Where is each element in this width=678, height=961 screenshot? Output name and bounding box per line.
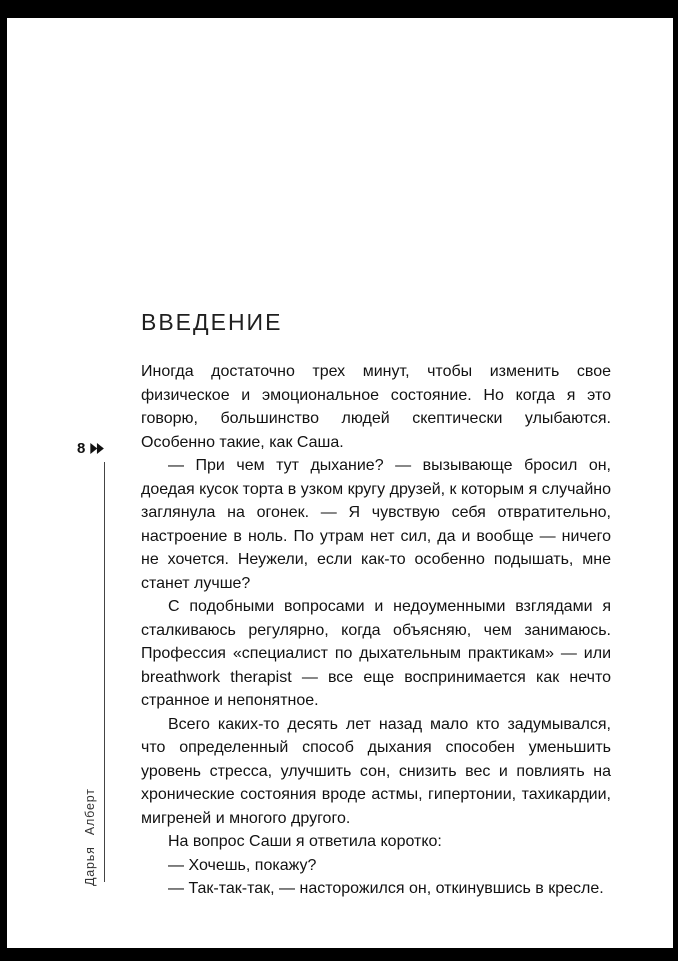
author-name: Дарья Алберт [83, 788, 97, 886]
paragraph: На вопрос Саши я ответила коротко: [168, 833, 442, 850]
paragraph: — Хочешь, покажу? [168, 856, 317, 874]
fast-forward-icon [90, 443, 105, 454]
margin-rule [104, 462, 105, 882]
chapter-heading: ВВЕДЕНИЕ [141, 309, 283, 335]
paragraph: Всего каких-то десять лет назад мало кто задумывался, что определенный способ дыхания способен уменьшить уровень стресса, улучшить сон, снизить вес и повлиять на хронические состояния вроде астмы, гипертонии, тахикардии, мигреней и многого другого. [141, 715, 611, 827]
paragraph: — При чем тут дыхание? — вызывающе бросил он, доедая кусок торта в узком кругу друзей, к которым я случайно заглянула на огонек. — Я чувствую себя отвратительно, настроение в ноль. По утрам нет сил, да и вообще — ничего не хочется. Неужели, если как-то особенно подышать, мне станет лучше? [141, 457, 611, 592]
page-number: 8 [77, 440, 86, 457]
page-number-marker [77, 441, 105, 456]
paragraph: С подобными вопросами и недоуменными взглядами я сталкиваюсь регулярно, когда объясняю, чем занимаюсь. Профессия «специалист по дыхательным практикам» — или breathwork therapist — все еще воспринимается как нечто странное и непонятное. [141, 598, 611, 709]
paragraph: Иногда достаточно трех минут, чтобы изменить свое физическое и эмоциональное состояние. Но когда я это говорю, большинство людей скептически улыбаются. Особенно такие, как Саша. [141, 363, 611, 451]
text-column [141, 308, 611, 901]
paragraph: — Так-так-так, — насторожился он, откинувшись в кресле. [168, 880, 604, 897]
book-page [7, 18, 673, 948]
